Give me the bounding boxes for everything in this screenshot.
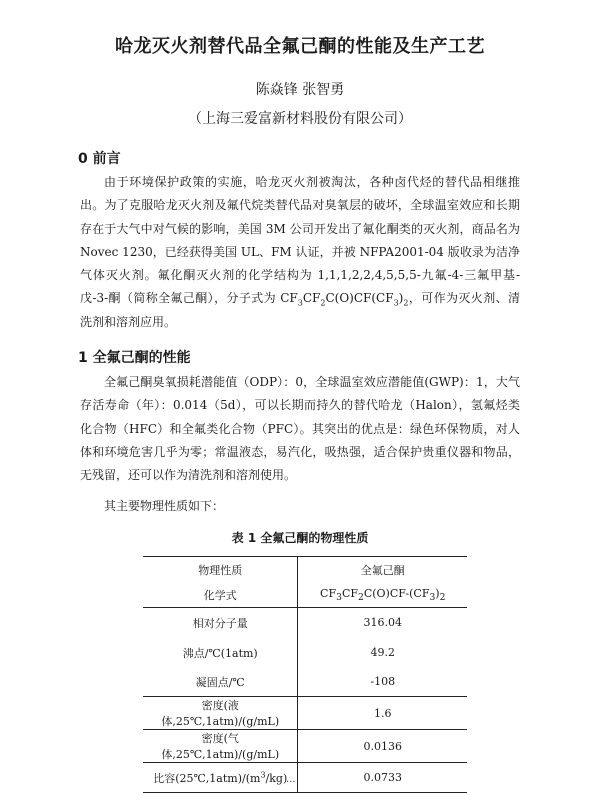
properties-paragraph: 全氟己酮臭氧损耗潜能值（ODP）：0，全球温室效应潜能值(GWP)：1，大气存活寿命（年）：0.014（5d），可以长期而持久的替代哈龙（Halon），氢氟烃类化合物（HFC）和全氟类化合物（PFC）。其突出的优点是：绿色环保物质，对人体和环境危害几乎为零；常温液态，易汽化，吸热强，适合保护贵重仪器和物品，无残留，还可以作为清洗剂和溶剂使用。 (80, 375, 520, 483)
table-caption: 表 1 全氟己酮的物理性质 (231, 531, 369, 545)
paper-title: 哈龙灭火剂替代品全氟己酮的性能及生产工艺 (115, 36, 485, 57)
property-cell: 密度(气体,25℃,1atm)/(g/mL) (143, 730, 298, 763)
preface-text-end: ，可作为灭火剂、清洗剂和溶剂应用。 (80, 291, 520, 329)
value-cell: -108 (370, 675, 396, 689)
table-row (143, 638, 467, 668)
formula-part: C(O)CF(CF (325, 291, 394, 306)
table-row-formula (143, 583, 467, 608)
formula-subscript: 2 (320, 298, 326, 308)
properties-table (143, 556, 467, 793)
table-row (143, 763, 467, 793)
formula-value: $CF_3CF_2C(O)CF-(CF_3)_2$ (298, 583, 467, 608)
property-cell: 凝固点/℃ (143, 668, 298, 697)
value-cell: 49.2 (370, 646, 395, 659)
author-names: 陈焱锋 张智勇 (255, 82, 345, 98)
property-cell: 密度(液体,25℃,1atm)/(g/mL) (143, 697, 298, 730)
formula-subscript: 2 (403, 298, 409, 308)
properties-intro: 其主要物理性质如下： (104, 499, 225, 513)
formula-label: 化学式 (143, 583, 298, 608)
preface-paragraph (80, 171, 520, 334)
section-heading-properties: 1 全氟己酮的性能 (78, 350, 191, 366)
author-affiliation: （上海三爱富新材料股份有限公司） (188, 111, 412, 127)
table-row (143, 608, 467, 638)
column-header-property: 物理性质 (143, 557, 298, 583)
value-cell: 0.0136 (298, 730, 467, 763)
value-cell: 316.04 (363, 616, 402, 630)
preface-text: 由于环境保护政策的实施，哈龙灭火剂被淘汰，各种卤代烃的替代品相继推出。为了克服哈龙灭火剂及氟代烷类替代品对臭氧层的破坏，全球温室效应和长期存在于大气中对气候的影响，美国 3M 公司开发出了氟化酮类的灭火剂，商品名为 Novec 1230，已经获得美国 UL、FM 认证，并被 NFPA2001-04 版收录为洁净气体灭火剂。氟化酮灭火剂的化学结构为 1,1,1,2,2,4,5,5,5-九氟-4-三氟甲基-戊-3-酮（简称全氟己酮），分子式为 CF (80, 175, 520, 306)
formula-subscript: 3 (393, 298, 399, 308)
table-row (143, 730, 467, 763)
value-cell: 1.6 (298, 697, 467, 730)
formula-part: ) (398, 291, 404, 306)
property-cell: 沸点/℃(1atm) (143, 638, 298, 668)
table-row (143, 697, 467, 730)
formula-part: CF (302, 291, 321, 306)
section-heading-preface: 0 前言 (78, 151, 121, 167)
property-cell: 相对分子量 (143, 608, 298, 638)
formula-subscript: 3 (297, 298, 303, 308)
column-header-value: 全氟己酮 (298, 557, 467, 583)
property-cell: 比容$(25℃,1atm)/(m^3/kg)$ (143, 763, 298, 793)
value-cell: 0.0733 (298, 763, 467, 793)
page-footer-mark: ... (286, 774, 296, 785)
table-header-row (143, 557, 467, 583)
table-row (143, 668, 467, 697)
